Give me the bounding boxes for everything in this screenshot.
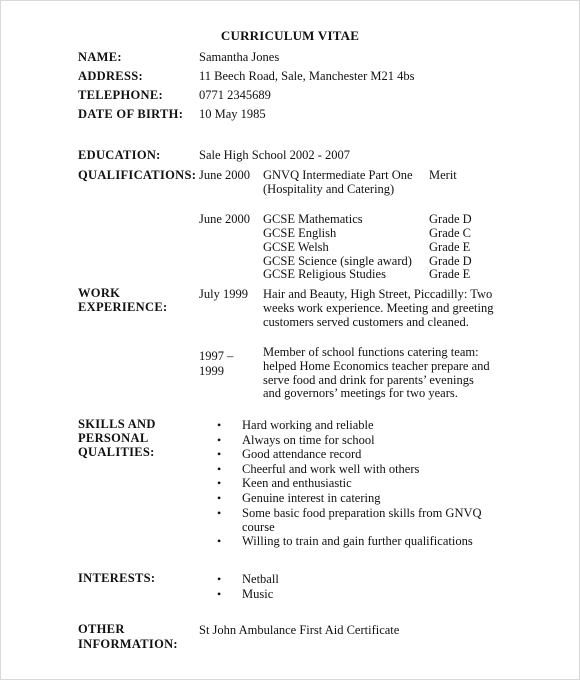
skills-label-line2: PERSONAL (78, 431, 149, 445)
dob-label: DATE OF BIRTH: (78, 107, 184, 121)
gnvq-course-line1: GNVQ Intermediate Part One (263, 168, 413, 182)
bullet: • (217, 506, 222, 520)
gcse-grade: Grade C (429, 226, 471, 240)
other-label-line1: OTHER (78, 622, 125, 636)
work-label-line2: EXPERIENCE: (78, 300, 168, 314)
gcse-date: June 2000 (199, 212, 251, 226)
education-label: EDUCATION: (78, 148, 161, 162)
bullet: • (217, 587, 222, 601)
other-label-line2: INFORMATION: (78, 637, 178, 651)
job1-date: July 1999 (199, 287, 248, 301)
gcse-subject: GCSE Mathematics (263, 212, 363, 226)
job2-date-line1: 1997 – (199, 349, 234, 363)
skill-item: Cheerful and work well with others (242, 462, 420, 476)
skill-item: Willing to train and gain further qualifications (242, 534, 473, 548)
gnvq-date: June 2000 (199, 168, 251, 182)
address-value: 11 Beech Road, Sale, Manchester M21 4bs (199, 69, 415, 83)
gcse-grade: Grade E (429, 240, 471, 254)
skill-item: Some basic food preparation skills from GNVQ (242, 506, 482, 520)
gcse-subject: GCSE Science (single award) (263, 254, 412, 268)
job1-desc-line3: customers served customers and cleaned. (263, 315, 469, 329)
bullet: • (217, 572, 222, 586)
work-label-line1: WORK (78, 286, 121, 300)
education-value: Sale High School 2002 - 2007 (199, 148, 351, 162)
skills-label-line3: QUALITIES: (78, 445, 155, 459)
interest-item: Music (242, 587, 274, 601)
skill-item: Hard working and reliable (242, 418, 374, 432)
job2-desc-line4: and governors’ meetings for two years. (263, 386, 458, 400)
skill-item: Genuine interest in catering (242, 491, 381, 505)
job2-date-line2: 1999 (199, 364, 224, 378)
bullet: • (217, 491, 222, 505)
job2-desc-line1: Member of school functions catering team: (263, 345, 479, 359)
gcse-subject: GCSE Religious Studies (263, 267, 386, 281)
bullet: • (217, 447, 222, 461)
gcse-grade: Grade D (429, 212, 472, 226)
address-label: ADDRESS: (78, 69, 143, 83)
job1-desc-line1: Hair and Beauty, High Street, Piccadilly: Two (263, 287, 493, 301)
bullet: • (217, 534, 222, 548)
gcse-grade: Grade E (429, 267, 471, 281)
skill-item-continuation: course (242, 520, 275, 534)
bullet: • (217, 462, 222, 476)
gnvq-course-line2: (Hospitality and Catering) (263, 182, 395, 196)
skill-item: Always on time for school (242, 433, 375, 447)
interest-item: Netball (242, 572, 279, 586)
document-title: CURRICULUM VITAE (220, 28, 360, 43)
bullet: • (217, 476, 222, 490)
gcse-grade: Grade D (429, 254, 472, 268)
bullet: • (217, 418, 222, 432)
job2-desc-line3: serve food and drink for parents’ evenings (263, 373, 474, 387)
bullet: • (217, 433, 222, 447)
qualifications-label: QUALIFICATIONS: (78, 168, 197, 182)
dob-value: 10 May 1985 (199, 107, 266, 121)
gcse-subject: GCSE Welsh (263, 240, 329, 254)
gcse-subject: GCSE English (263, 226, 337, 240)
other-value: St John Ambulance First Aid Certificate (199, 623, 400, 637)
interests-label: INTERESTS: (78, 571, 156, 585)
skills-label-line1: SKILLS AND (78, 417, 156, 431)
skill-item: Good attendance record (242, 447, 362, 461)
gnvq-grade: Merit (429, 168, 457, 182)
name-value: Samantha Jones (199, 50, 280, 64)
job1-desc-line2: weeks work experience. Meeting and greeting (263, 301, 494, 315)
telephone-value: 0771 2345689 (199, 88, 271, 102)
job2-desc-line2: helped Home Economics teacher prepare and (263, 359, 490, 373)
skill-item: Keen and enthusiastic (242, 476, 352, 490)
telephone-label: TELEPHONE: (78, 88, 163, 102)
name-label: NAME: (78, 50, 122, 64)
